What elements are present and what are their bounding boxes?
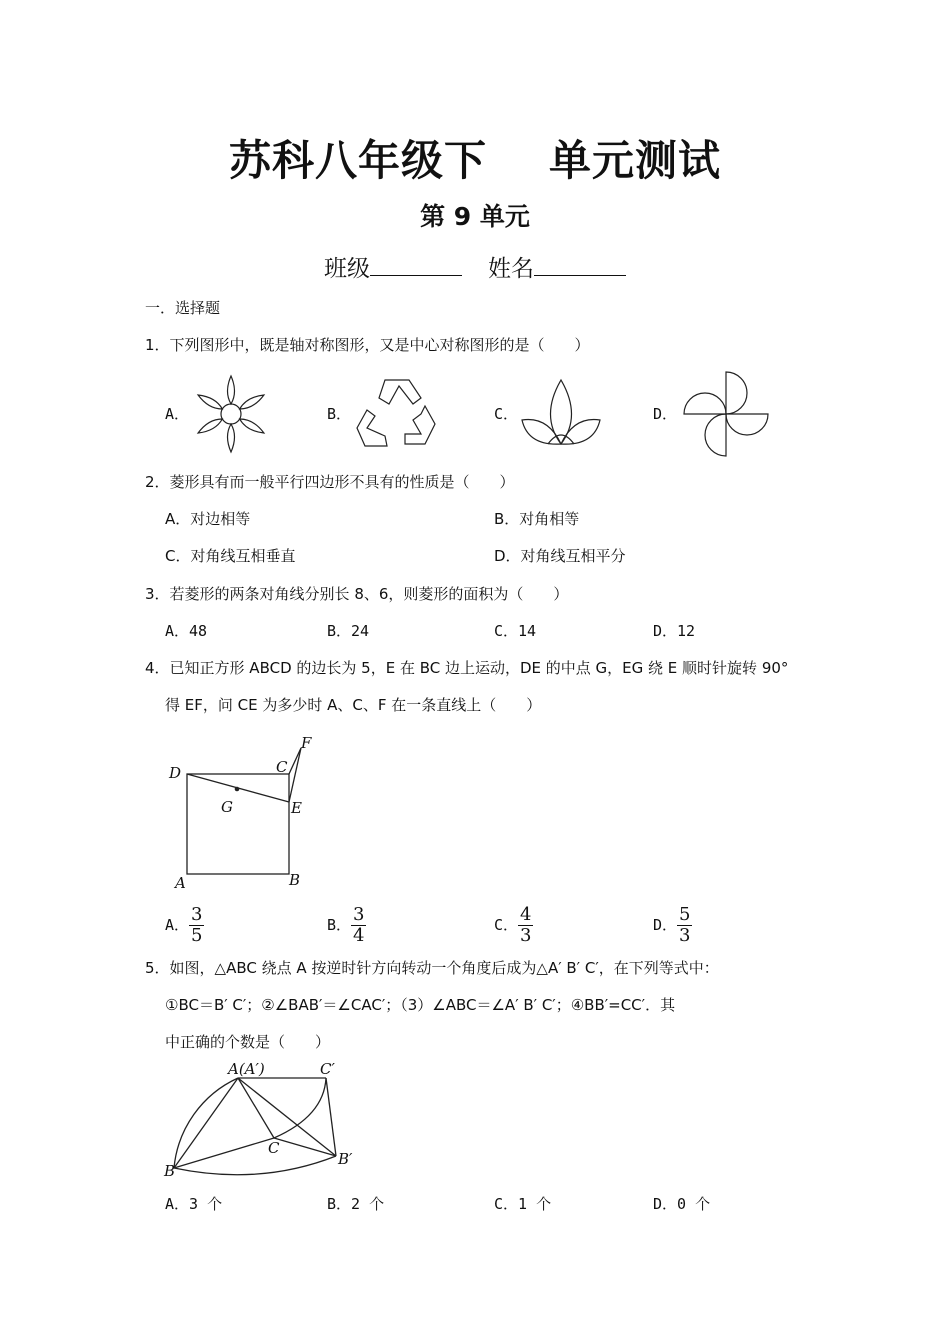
class-blank[interactable] — [370, 253, 462, 276]
q4-option-d-letter: D． — [653, 916, 678, 934]
q5-option-b[interactable]: B．2 个 — [327, 1195, 385, 1213]
q5-option-d[interactable]: D．0 个 — [653, 1195, 711, 1213]
q3-option-a[interactable]: A．48 — [165, 622, 208, 640]
name-label: 姓名 — [488, 256, 534, 282]
q5-label-c: C — [268, 1139, 280, 1157]
q4-point-g — [235, 787, 240, 792]
q5-figure-rotation — [160, 1056, 360, 1182]
q3-option-c[interactable]: C．14 — [494, 622, 537, 640]
q5-label-a: A(A′) — [228, 1060, 265, 1078]
q1-stem: 1．下列图形中，既是轴对称图形，又是中心对称图形的是（ ） — [145, 336, 590, 354]
unit-title: 第 9 单元 — [420, 202, 530, 231]
q1-figure-pinwheel — [682, 370, 770, 458]
page-title — [0, 128, 950, 188]
q4-option-d[interactable] — [653, 903, 692, 947]
title-left: 苏科八年级下 — [228, 136, 487, 185]
q2-option-b[interactable]: B．对角相等 — [494, 510, 580, 528]
q2-stem: 2．菱形具有而一般平行四边形不具有的性质是（ ） — [145, 473, 515, 491]
section-title: 一．选择题 — [145, 299, 221, 317]
q2-option-d[interactable]: D．对角线互相平分 — [494, 547, 626, 565]
q1-figure-flower — [190, 372, 272, 456]
q4-label-g: G — [221, 798, 233, 816]
q5-label-b2: B′ — [338, 1150, 353, 1168]
q5-stem-line1: 5．如图，△ABC 绕点 A 按逆时针方向转动一个角度后成为△A′ B′ C′，在下列等式中： — [145, 959, 719, 977]
q5-stem-line3: 中正确的个数是（ ） — [165, 1033, 331, 1051]
name-blank[interactable] — [534, 253, 626, 276]
q4-option-a-letter: A． — [165, 916, 190, 934]
title-right: 单元测试 — [549, 136, 722, 185]
q5-label-b: B — [164, 1162, 176, 1180]
q3-stem: 3．若菱形的两条对角线分别长 8、6，则菱形的面积为（ ） — [145, 585, 569, 603]
q4-label-a: A — [175, 874, 186, 892]
q1-option-c[interactable]: C． — [494, 405, 519, 423]
q5-option-a[interactable]: A．3 个 — [165, 1195, 223, 1213]
q1-figure-lotus — [518, 376, 604, 450]
q3-option-d[interactable]: D．12 — [653, 622, 696, 640]
q4-option-b[interactable] — [327, 903, 366, 947]
q4-label-f: F — [301, 734, 312, 752]
q4-option-d-fraction: $\frac{5}{3}$ — [679, 903, 691, 946]
q3-option-b[interactable]: B．24 — [327, 622, 370, 640]
q5-option-c[interactable]: C．1 个 — [494, 1195, 552, 1213]
q1-option-d[interactable]: D． — [653, 405, 678, 423]
q4-option-c[interactable] — [494, 903, 533, 947]
q1-option-a[interactable]: A． — [165, 405, 190, 423]
q4-option-a-fraction: $\frac{3}{5}$ — [191, 903, 203, 946]
class-name-line — [0, 250, 950, 283]
q1-figure-recycle — [355, 376, 439, 450]
q5-label-c2: C′ — [320, 1060, 335, 1078]
class-label: 班级 — [324, 256, 370, 282]
q1-option-b[interactable]: B． — [327, 405, 352, 423]
q2-option-a[interactable]: A．对边相等 — [165, 510, 251, 528]
q4-option-c-fraction: $\frac{4}{3}$ — [520, 903, 532, 946]
q4-label-c: C — [276, 758, 288, 776]
q4-option-a[interactable] — [165, 903, 204, 947]
q4-option-b-fraction: $\frac{3}{4}$ — [353, 903, 365, 946]
q4-label-d: D — [169, 764, 182, 782]
q4-option-b-letter: B． — [327, 916, 352, 934]
q4-label-e: E — [291, 799, 302, 817]
q4-label-b: B — [289, 871, 301, 889]
q2-option-c[interactable]: C．对角线互相垂直 — [165, 547, 296, 565]
q4-stem-line1: 4．已知正方形 ABCD 的边长为 5，E 在 BC 边上运动，DE 的中点 G，EG 绕 E 顺时针旋转 90° — [145, 659, 789, 677]
q4-figure-square — [165, 732, 325, 894]
q4-stem-line2: 得 EF，问 CE 为多少时 A、C、F 在一条直线上（ ） — [165, 696, 542, 714]
q4-option-c-letter: C． — [494, 916, 519, 934]
q5-stem-line2: ①BC＝B′ C′；②∠BAB′＝∠CAC′；（3）∠ABC＝∠A′ B′ C′；④BB′=CC′．其 — [165, 996, 676, 1014]
